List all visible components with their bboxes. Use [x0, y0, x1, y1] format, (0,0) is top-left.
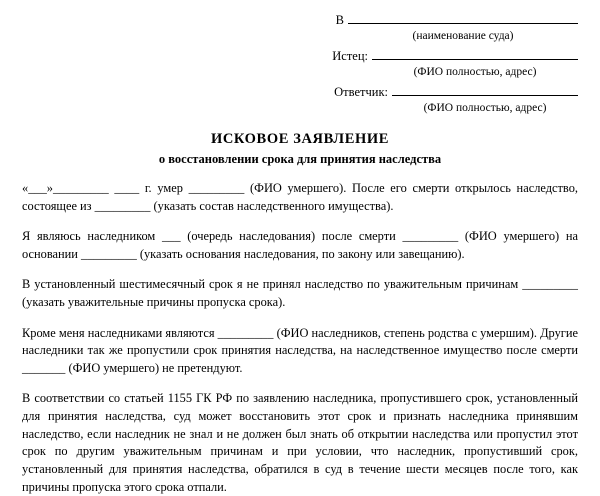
- document-title: ИСКОВОЕ ЗАЯВЛЕНИЕ: [210, 131, 390, 147]
- defendant-note-row: [22, 101, 578, 115]
- defendant-label: Ответчик:: [334, 85, 388, 99]
- document-header: [22, 12, 578, 115]
- court-row: [22, 12, 578, 29]
- paragraph-5: В соответствии со статьей 1155 ГК РФ по заявлению наследника, пропустившего срок, установленный для принятия наследства, суд может восстановить этот срок и признать наследника принявшим наследство, если наследник не знал и не должен был знать об открытии наследства или пропустил этот срок по другим уважительным причинам и при условии, что наследник, пропустивший срок, установленный для принятия наследства, обратился в суд в течение шести месяцев после того, как причины пропуска этого срока отпали.: [22, 391, 578, 494]
- court-label: В: [335, 13, 344, 27]
- paragraph-1: «___»_________ ____ г. умер _________ (ФИО умершего). После его смерти открылось наследство, состоящее из _________ (указать состав наследственного имущества).: [22, 181, 578, 213]
- document-subtitle: о восстановлении срока для принятия наследства: [158, 152, 442, 166]
- plaintiff-blank-line: [372, 48, 578, 60]
- court-note-row: [22, 29, 578, 43]
- plaintiff-label: Истец:: [332, 49, 368, 63]
- paragraph-2: Я являюсь наследником ___ (очередь наследования) после смерти _________ (ФИО умершего) на основании _________ (указать основания наследования, по закону или завещанию).: [22, 229, 578, 261]
- defendant-row: [22, 84, 578, 101]
- defendant-note: (ФИО полностью, адрес): [423, 101, 547, 114]
- plaintiff-note: (ФИО полностью, адрес): [413, 65, 537, 78]
- plaintiff-row: [22, 48, 578, 65]
- defendant-blank-line: [392, 84, 578, 96]
- paragraph-4: Кроме меня наследниками являются _________ (ФИО наследников, степень родства с умершим). Другие наследники так же пропустили срок принятия наследства, на наследственное имущество после смерти _______ (ФИО умершего) не претендуют.: [22, 325, 578, 375]
- court-blank-line: [348, 12, 578, 24]
- court-note: (наименование суда): [412, 29, 514, 42]
- plaintiff-note-row: [22, 65, 578, 79]
- paragraph-3: В установленный шестимесячный срок я не принял наследство по уважительным причинам _________ (указать уважительные причины пропуска срока).: [22, 277, 578, 310]
